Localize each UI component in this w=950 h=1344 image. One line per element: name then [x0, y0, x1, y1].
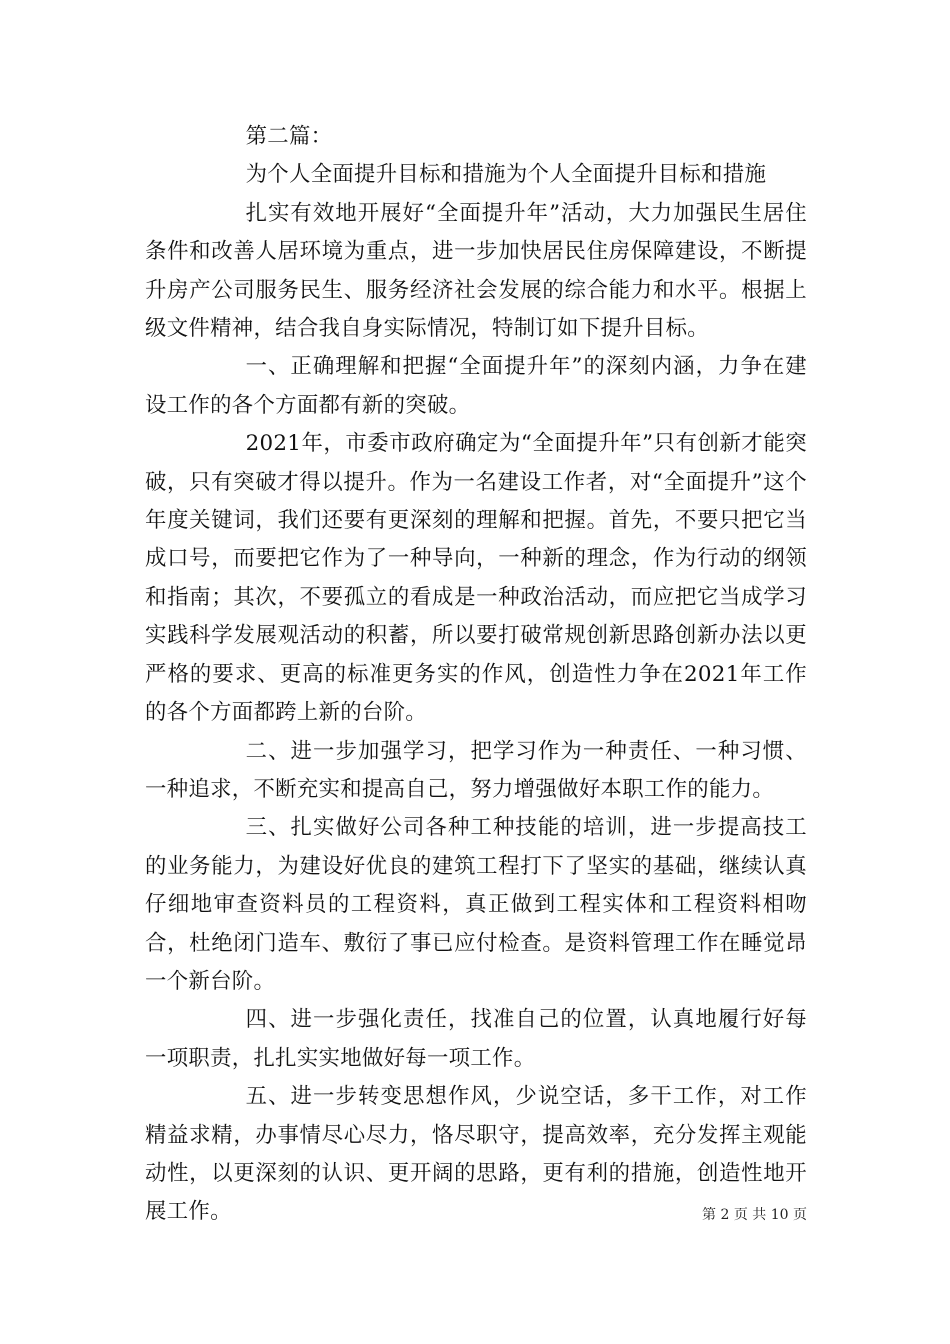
- point-1-body: 2021年，市委市政府确定为“全面提升年”只有创新才能突破，只有突破才得以提升。作为一名建设工作者，对“全面提升”这个年度关键词，我们还要有更深刻的理解和把握。首先，不要只把它当成口号，而要把它作为了一种导向，一种新的理念，作为行动的纲领和指南；其次，不要孤立的看成是一种政治活动，而应把它当成学习实践科学发展观活动的积蓄，所以要打破常规创新思路创新办法以更严格的要求、更高的标准更务实的作风，创造性力争在2021年工作的各个方面都跨上新的台阶。: [145, 431, 807, 726]
- document-title: 为个人全面提升目标和措施为个人全面提升目标和措施: [245, 162, 767, 188]
- document-body: [145, 118, 807, 1232]
- point-1-heading: 一、正确理解和把握“全面提升年”的深刻内涵，力争在建设工作的各个方面都有新的突破。: [145, 354, 807, 418]
- page-number-footer: 第 2 页 共 10 页: [702, 1207, 807, 1223]
- section-label: 第二篇：: [245, 124, 333, 149]
- point-3-paragraph: 三、扎实做好公司各种工种技能的培训，进一步提高技工的业务能力，为建设好优良的建筑工程打下了坚实的基础，继续认真仔细地审查资料员的工程资料，真正做到工程实体和工程资料相吻合，杜绝闭门造车、敷衍了事已应付检查。是资料管理工作在睡觉昂一个新台阶。: [145, 815, 807, 994]
- point-2-paragraph: 二、进一步加强学习，把学习作为一种责任、一种习惯、一种追求，不断充实和提高自己，努力增强做好本职工作的能力。: [145, 738, 807, 802]
- point-5-paragraph: 五、进一步转变思想作风，少说空话，多干工作，对工作精益求精，办事情尽心尽力，恪尽职守，提高效率，充分发挥主观能动性，以更深刻的认识、更开阔的思路，更有利的措施，创造性地开展工作。: [145, 1084, 807, 1225]
- point-4-paragraph: 四、进一步强化责任，找准自己的位置，认真地履行好每一项职责，扎扎实实地做好每一项工作。: [145, 1007, 807, 1071]
- intro-paragraph: 扎实有效地开展好“全面提升年”活动，大力加强民生居住条件和改善人居环境为重点，进一步加快居民住房保障建设，不断提升房产公司服务民生、服务经济社会发展的综合能力和水平。根据上级文件精神，结合我自身实际情况，特制订如下提升目标。: [145, 200, 807, 342]
